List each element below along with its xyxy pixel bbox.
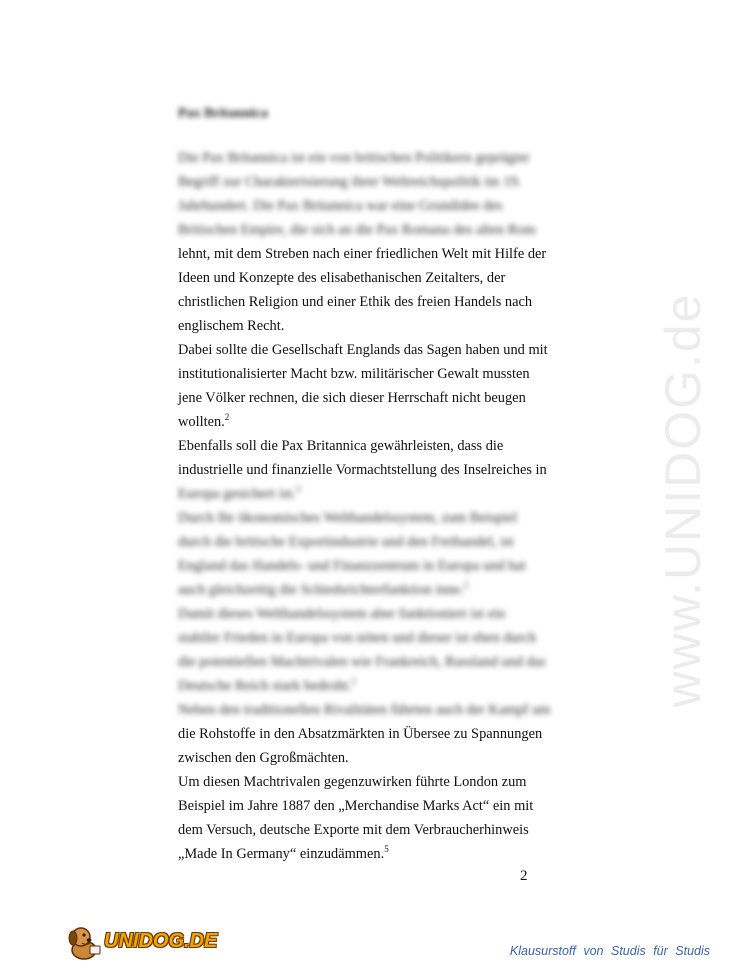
- text-line: [178, 794, 533, 818]
- text-line: [178, 218, 536, 242]
- text-line-content: England das Handels- und Finanzzentrum in Europa und hat: [178, 558, 526, 574]
- text-line: [178, 338, 548, 362]
- text-line: [178, 578, 468, 602]
- text-line-content: englischem Recht.: [178, 318, 285, 334]
- text-line: [178, 842, 389, 866]
- text-line: [178, 242, 546, 266]
- text-line-content: stabiler Frieden in Europa von nöten und dieser ist eben durch: [178, 630, 537, 646]
- text-line-content: Damit dieses Welthandelssystem aber funktioniert ist ein: [178, 606, 506, 622]
- text-line-content: Begriff zur Charakterisierung ihrer Weltreichspolitik im 19.: [178, 174, 522, 190]
- text-line: [178, 410, 229, 434]
- text-line: [178, 314, 284, 338]
- text-line: [178, 362, 530, 386]
- text-line-content: Die Pax Britannica ist ein von britischen Politikern geprägter: [178, 150, 530, 166]
- footnote-marker[interactable]: 2: [224, 412, 230, 422]
- text-line-content: Beispiel im Jahre 1887 den „Merchandise Marks Act“ ein mit: [178, 798, 534, 814]
- text-line-content: wollten.: [178, 414, 225, 430]
- footnote-marker[interactable]: 3: [295, 484, 301, 494]
- text-line: [178, 386, 526, 410]
- text-line: [178, 458, 547, 482]
- unidog-logo[interactable]: [64, 924, 218, 962]
- text-line: [178, 746, 349, 770]
- footnote-marker[interactable]: 5: [384, 844, 389, 854]
- text-line-content: lehnt, mit dem Streben nach einer friedlichen Welt mit Hilfe der: [178, 246, 547, 262]
- text-line: [178, 626, 536, 650]
- text-line: [178, 506, 517, 530]
- text-line-content: Durch Ihr ökonomisches Welthandelssystem, zum Beispiel: [178, 510, 518, 526]
- watermark: www.UNIDOG.de: [655, 292, 711, 708]
- text-line: [178, 674, 356, 698]
- text-line: [178, 290, 532, 314]
- footnote-marker[interactable]: 2: [463, 580, 469, 590]
- document-title: Pax Britannica: [178, 106, 268, 121]
- text-line: [178, 530, 514, 554]
- text-line: [178, 818, 529, 842]
- text-line-content: Ideen und Konzepte des elisabethanischen Zeitalters, der: [178, 270, 506, 286]
- text-line-content: christlichen Religion und einer Ethik des freien Handels nach: [178, 294, 533, 310]
- text-line: [178, 434, 503, 458]
- text-line-content: auch gleichzeitig die Schiedsrichterfunktion inne.: [178, 582, 464, 598]
- footer-slogan: Klausurstoff von Studis für Studis: [509, 944, 710, 958]
- text-line-content: jene Völker rechnen, die sich dieser Herrschaft nicht beugen: [178, 390, 526, 406]
- text-line-content: Dabei sollte die Gesellschaft Englands das Sagen haben und mit: [178, 342, 548, 358]
- text-line-content: die potentiellen Machtrivalen wie Frankreich, Russland und das: [178, 654, 546, 670]
- text-line-content: Um diesen Machtrivalen gegenzuwirken führte London zum: [178, 774, 527, 790]
- text-line: [178, 170, 521, 194]
- text-line-content: Ebenfalls soll die Pax Britannica gewährleisten, dass die: [178, 438, 504, 454]
- text-line: [178, 266, 505, 290]
- text-line: [178, 650, 546, 674]
- text-line: [178, 602, 505, 626]
- text-line-content: zwischen den Ggroßmächten.: [178, 750, 349, 766]
- text-line-content: Neben den traditionellen Rivalitäten führten auch der Kampf um: [178, 702, 551, 718]
- text-line: [178, 554, 526, 578]
- text-line: [178, 770, 526, 794]
- text-line-content: Deutsche Reich stark bedroht.: [178, 678, 352, 694]
- dog-mascot-icon: [64, 924, 104, 962]
- text-line-content: industrielle und finanzielle Vormachtstellung des Inselreiches in: [178, 462, 547, 478]
- logo-text: UNIDOG.DE: [104, 930, 218, 952]
- text-line-content: Britischen Empire, die sich an die Pax Romana des alten Rom: [178, 222, 536, 238]
- text-line-content: Jahrhundert. Die Pax Britannica war eine Grundidee des: [178, 198, 503, 214]
- text-line-content: institutionalisierter Macht bzw. militärischer Gewalt mussten: [178, 366, 530, 382]
- text-line: [178, 722, 542, 746]
- text-line: [178, 146, 530, 170]
- text-line: [178, 698, 550, 722]
- text-line: [178, 482, 300, 506]
- text-line: [178, 194, 502, 218]
- text-line-content: die Rohstoffe in den Absatzmärkten in Übersee zu Spannungen: [178, 726, 543, 742]
- text-line-content: dem Versuch, deutsche Exporte mit dem Verbraucherhinweis: [178, 822, 529, 838]
- page-number: 2: [520, 868, 528, 884]
- text-line-content: Europa gesichert ist.: [178, 486, 296, 502]
- footnote-marker[interactable]: 2: [351, 676, 356, 686]
- text-line-content: durch die britische Exportindustrie und den Freihandel, ist: [178, 534, 514, 550]
- text-line-content: „Made In Germany“ einzudämmen.: [178, 846, 385, 862]
